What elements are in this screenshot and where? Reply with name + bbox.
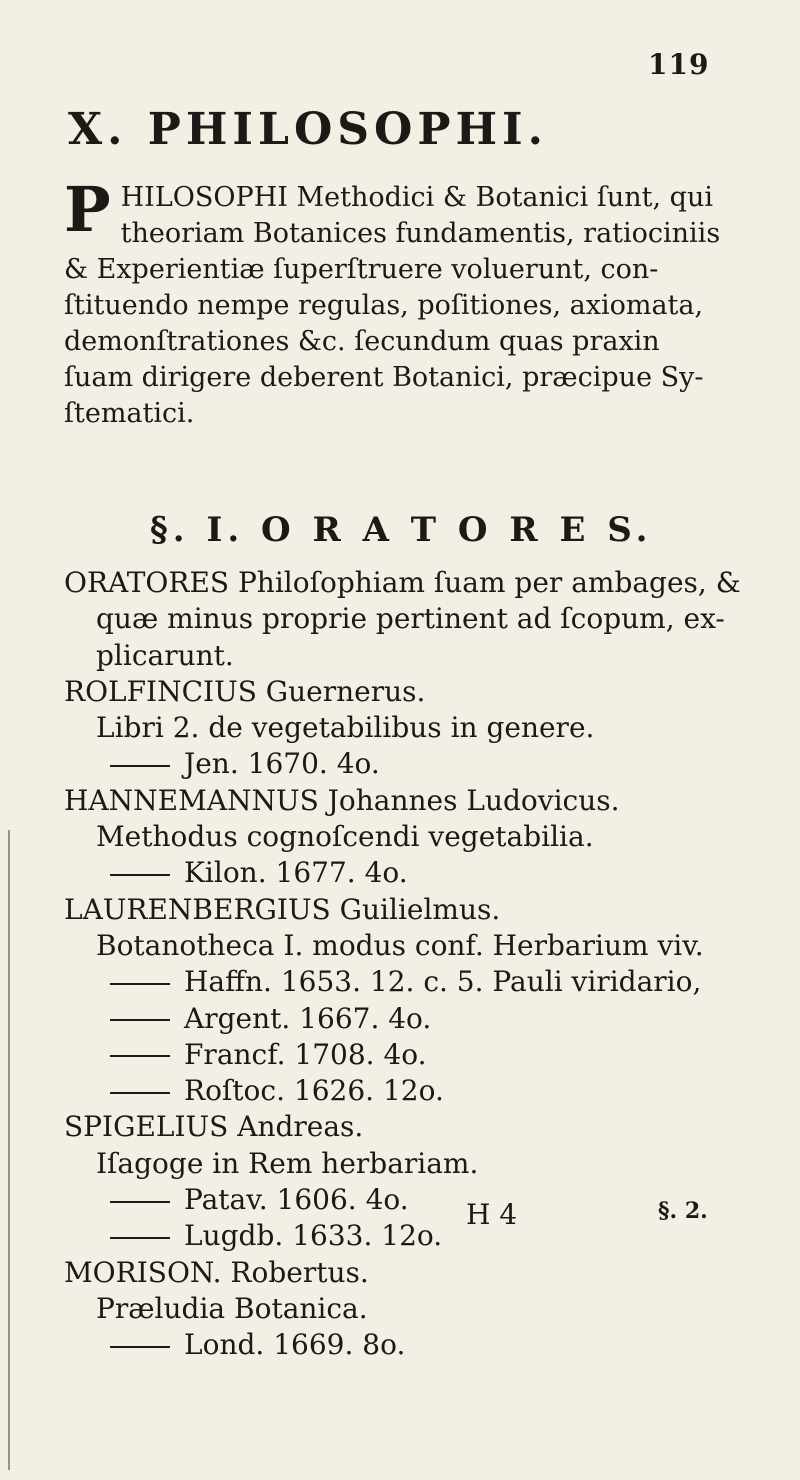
- entry-title: [64, 1146, 784, 1182]
- entry-text: Roſtoc. 1626. 12o.: [184, 1074, 444, 1108]
- entry-title: [64, 819, 784, 855]
- intro-line: demonſtrationes &c. ſecundum quas praxin: [64, 326, 660, 357]
- entry-text: HANNEMANNUS Johannes Ludovicus.: [64, 783, 620, 817]
- ditto-dash: [110, 765, 170, 767]
- entry-author: [64, 674, 784, 710]
- ditto-dash: [110, 1092, 170, 1094]
- entry-edition: [64, 964, 784, 1000]
- entry-text: Methodus cognoſcendi vegetabilia.: [96, 820, 594, 854]
- entry-edition: [64, 1001, 784, 1037]
- intro-line: ſtematici.: [64, 398, 195, 429]
- entry-text: ROLFINCIUS Guernerus.: [64, 674, 426, 708]
- entry-edition: [64, 1037, 784, 1073]
- entry-text: Haffn. 1653. 12. c. 5. Pauli viridario,: [184, 965, 702, 999]
- entry-edition: [64, 855, 784, 891]
- entry-text: Præludia Botanica.: [96, 1291, 368, 1325]
- signature-mark: H 4: [466, 1198, 518, 1231]
- entry-text: Patav. 1606. 4o.: [184, 1183, 409, 1217]
- intro-paragraph: [64, 173, 754, 432]
- entry-text: Libri 2. de vegetabilibus in genere.: [96, 711, 595, 745]
- entry-edition: [64, 746, 784, 782]
- entry-edition: [64, 1073, 784, 1109]
- entry-author: [64, 1109, 784, 1145]
- ditto-dash: [110, 1055, 170, 1057]
- entry-title: [64, 710, 784, 746]
- entry-author: [64, 783, 784, 819]
- entry-edition: [64, 1327, 784, 1363]
- entry-text: plicarunt.: [96, 638, 234, 672]
- entry-text: ORATORES Philoſophiam ſuam per ambages, &: [64, 566, 741, 599]
- entry-title: [64, 601, 784, 637]
- entry-text: SPIGELIUS Andreas.: [64, 1110, 364, 1144]
- ditto-dash: [110, 1201, 170, 1203]
- section-title: X. PHILOSOPHI.: [68, 104, 548, 155]
- entry-title: [64, 1291, 784, 1327]
- entry-text: quæ minus proprie pertinent ad ſcopum, ex-: [96, 602, 725, 636]
- intro-line: theoriam Botanices fundamentis, ratiociniis: [120, 218, 721, 249]
- entry-text: Argent. 1667. 4o.: [184, 1001, 432, 1035]
- entry-text: Iſagoge in Rem herbariam.: [96, 1146, 479, 1180]
- entry-text: Lugdb. 1633. 12o.: [184, 1219, 443, 1253]
- entry-title: [64, 928, 784, 964]
- intro-line: ſuam dirigere deberent Botanici, præcipue Sy-: [64, 362, 704, 393]
- ditto-dash: [110, 1019, 170, 1021]
- page-number: 119: [648, 48, 710, 81]
- catchword: §. 2.: [658, 1198, 708, 1224]
- entry-author: [64, 892, 784, 928]
- entry-text: Jen. 1670. 4o.: [184, 747, 380, 781]
- subheading-oratores: §. I. O R A T O R E S.: [150, 510, 653, 550]
- entry-text: Francf. 1708. 4o.: [184, 1037, 427, 1071]
- intro-line: & Experientiæ ſuperſtruere voluerunt, con-: [64, 254, 659, 285]
- entry-text: MORISON. Robertus.: [64, 1255, 369, 1289]
- ditto-dash: [110, 983, 170, 985]
- ditto-dash: [110, 1237, 170, 1239]
- entry-text: Kilon. 1677. 4o.: [184, 856, 408, 890]
- entry-text: Lond. 1669. 8o.: [184, 1328, 406, 1362]
- bibliography-list: [64, 565, 784, 1364]
- drop-cap: P: [64, 173, 111, 246]
- intro-line: ſtituendo nempe regulas, poſitiones, axiomata,: [64, 290, 704, 321]
- entry-text: Botanotheca I. modus conf. Herbarium viv.: [96, 928, 704, 962]
- gutter-rule: [8, 830, 10, 1470]
- ditto-dash: [110, 1346, 170, 1348]
- entry-title: [64, 638, 784, 674]
- entry-text: LAURENBERGIUS Guilielmus.: [64, 892, 501, 926]
- entry-author: [64, 1255, 784, 1291]
- ditto-dash: [110, 874, 170, 876]
- intro-line: HILOSOPHI Methodici & Botanici ſunt, qui: [120, 182, 713, 213]
- entry-author: [64, 565, 784, 601]
